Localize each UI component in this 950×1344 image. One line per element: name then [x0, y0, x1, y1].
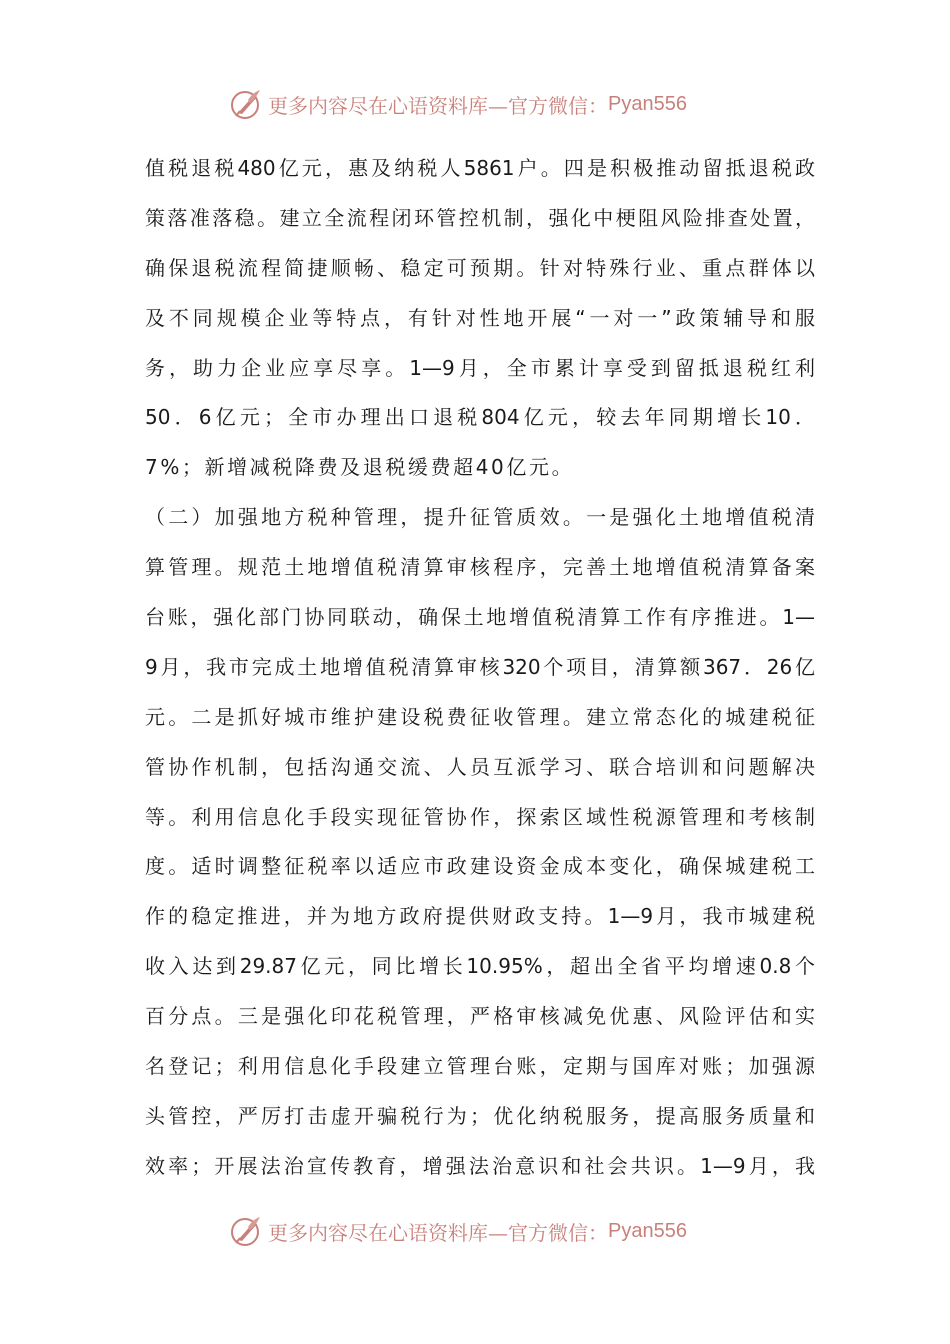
- text-line: 收入达到29.87亿元，同比增长10.95%，超出全省平均增速0.8个: [145, 954, 815, 979]
- document-body: [145, 144, 815, 1192]
- text-line: 效率；开展法治宣传教育，增强法治意识和社会共识。1—9月，我: [145, 1153, 815, 1178]
- header-watermark-banner: [228, 84, 728, 124]
- footer-wechat-id: Pyan556: [608, 1219, 687, 1242]
- footer-watermark-banner: [228, 1211, 728, 1251]
- header-wechat-id: Pyan556: [608, 92, 687, 115]
- text-line: 值税退税480亿元，惠及纳税人5861户。四是积极推动留抵退税政: [145, 156, 815, 180]
- text-line: 确保退税流程简捷顺畅、稳定可预期。针对特殊行业、重点群体以: [145, 255, 815, 280]
- text-line: 百分点。三是强化印花税管理，严格审核减免优惠、风险评估和实: [145, 1004, 815, 1029]
- text-line: 9月，我市完成土地增值税清算审核320个项目，清算额367．26亿: [145, 654, 815, 679]
- text-line: 度。适时调整征税率以适应市政建设资金成本变化，确保城建税工: [145, 854, 815, 879]
- quill-logo-icon: [228, 86, 264, 122]
- text-line: 等。利用信息化手段实现征管协作，探索区域性税源管理和考核制: [145, 804, 815, 829]
- text-line: 策落准落稳。建立全流程闭环管控机制，强化中梗阻风险排查处置，: [145, 205, 815, 230]
- quill-logo-icon: [228, 1213, 264, 1249]
- footer-banner-text: 更多内容尽在心语资料库—官方微信：: [268, 1220, 608, 1245]
- text-line: 元。二是抓好城市维护建设税费征收管理。建立常态化的城建税征: [145, 704, 815, 729]
- text-line: 务，助力企业应享尽享。1—9月，全市累计享受到留抵退税红利: [145, 355, 815, 380]
- text-line: 管协作机制，包括沟通交流、人员互派学习、联合培训和问题解决: [145, 754, 815, 779]
- text-line: 及不同规模企业等特点，有针对性地开展“一对一”政策辅导和服: [145, 305, 815, 330]
- text-line: 头管控，严厉打击虚开骗税行为；优化纳税服务，提高服务质量和: [145, 1103, 815, 1128]
- text-line: 作的稳定推进，并为地方政府提供财政支持。1—9月，我市城建税: [145, 904, 815, 929]
- text-line: 算管理。规范土地增值税清算审核程序，完善土地增值税清算备案: [145, 555, 815, 580]
- text-line: 名登记；利用信息化手段建立管理台账，定期与国库对账；加强源: [145, 1054, 815, 1079]
- text-line: （二）加强地方税种管理，提升征管质效。一是强化土地增值税清: [145, 505, 815, 530]
- text-line: 7%；新增减税降费及退税缓费超40亿元。: [145, 455, 575, 480]
- text-line: 50．6亿元；全市办理出口退税804亿元，较去年同期增长10．: [145, 405, 815, 430]
- text-line: 台账，强化部门协同联动，确保土地增值税清算工作有序推进。1—: [145, 605, 815, 630]
- header-banner-text: 更多内容尽在心语资料库—官方微信：: [268, 93, 608, 118]
